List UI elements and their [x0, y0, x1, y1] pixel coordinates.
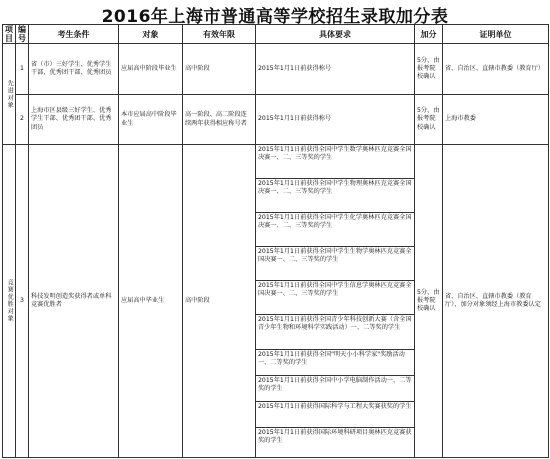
requirement-cell: 2015年1月1日前获得称号 [256, 44, 415, 95]
requirement-item: 2015年1月1日前获得国际环境科研项目奥林匹克竞赛获奖的学生 [258, 429, 412, 445]
requirement-item: 2015年1月1日前获得全国中学生化学奥林匹克竞赛全国决赛一、二、三等奖的学生 [256, 213, 414, 247]
certifier-cell: 省、自治区、直辖市教委（教育厅） [443, 44, 549, 95]
points-cell: 5分，由报考院校确认 [415, 95, 443, 145]
target-cell: 应届高中阶段毕业生 [119, 44, 183, 95]
table-row [3, 44, 549, 95]
header-condition: 考生条件 [29, 25, 119, 44]
table-header-row [3, 25, 549, 44]
target-cell: 本市应届高中阶段毕业生 [119, 95, 183, 145]
header-requirement: 具体要求 [256, 25, 415, 44]
certifier-cell: 省、自治区、直辖市教委（教育厅），加分对象须经上海市教委认定 [443, 145, 549, 458]
requirement-item: 2015年1月1日前获得全国青少年科技创新大赛（含全国青少年生物和环境科学实践活动）一、二等奖的学生 [256, 315, 414, 350]
header-validity: 有效年限 [183, 25, 256, 44]
requirement-item: 2015年1月1日前获得全国中学生数学奥林匹克竞赛全国决赛一、二、三等奖的学生 [256, 145, 414, 179]
header-number: 编号 [16, 25, 29, 44]
points-cell: 5分，由报考院校确认 [415, 44, 443, 95]
validity-cell: 高中阶段 [183, 44, 256, 95]
points-cell: 5分，由报考院校确认 [415, 145, 443, 458]
validity-cell: 高一阶段、高二阶段连续两年获得相应称号者 [183, 95, 256, 145]
condition-cell: 上海市区县级三好学生、优秀学生干部、优秀团干部、优秀团员 [29, 95, 119, 145]
number-cell: 1 [16, 44, 29, 95]
certifier-cell: 上海市教委 [443, 95, 549, 145]
condition-cell: 省（市）三好学生、优秀学生干部、优秀团干部、优秀团员 [29, 44, 119, 95]
category-label: 先进对象 [6, 79, 14, 109]
requirement-item: 2015年1月1日前获得全国中学生物理奥林匹克竞赛全国决赛一、二、三等奖的学生 [256, 179, 414, 213]
page-title: 2016年上海市普通高等学校招生录取加分表 [101, 7, 449, 27]
number-cell: 3 [16, 145, 29, 458]
category-cell [3, 44, 16, 145]
requirement-item: 2015年1月1日前获得全国中学生信息学奥林匹克竞赛全国决赛一、二、三等奖的学生 [256, 281, 414, 315]
table-row [3, 145, 549, 458]
bonus-points-table [2, 24, 549, 458]
requirement-cell: 2015年1月1日前获得称号 [256, 95, 415, 145]
header-category: 项目 [3, 25, 16, 44]
category-label: 竞赛优胜对象 [6, 279, 14, 323]
requirement-item: 2015年1月1日前获得全国"明天小小科学家"奖励活动一、二等奖的学生 [256, 350, 414, 376]
header-target: 对象 [119, 25, 183, 44]
requirement-item: 2015年1月1日前获得全国中学生生物学奥林匹克竞赛全国决赛一、二、三等奖的学生 [256, 247, 414, 281]
category-cell [3, 145, 16, 458]
header-points: 加分 [415, 25, 443, 44]
requirement-item: 2015年1月1日前获得全国中小学电脑制作活动一、二等奖的学生 [256, 376, 414, 402]
validity-cell: 高中阶段 [183, 145, 256, 458]
condition-cell: 科技发明创造奖获得者或单科竞赛优胜者 [29, 145, 119, 458]
target-cell: 应届高中毕业生 [119, 145, 183, 458]
header-certifier: 证明单位 [443, 25, 549, 44]
number-cell: 2 [16, 95, 29, 145]
requirements-list [256, 145, 415, 458]
requirement-item: 2015年1月1日前获得国际科学与工程大奖赛获奖的学生 [256, 402, 414, 428]
table-row [3, 95, 549, 145]
